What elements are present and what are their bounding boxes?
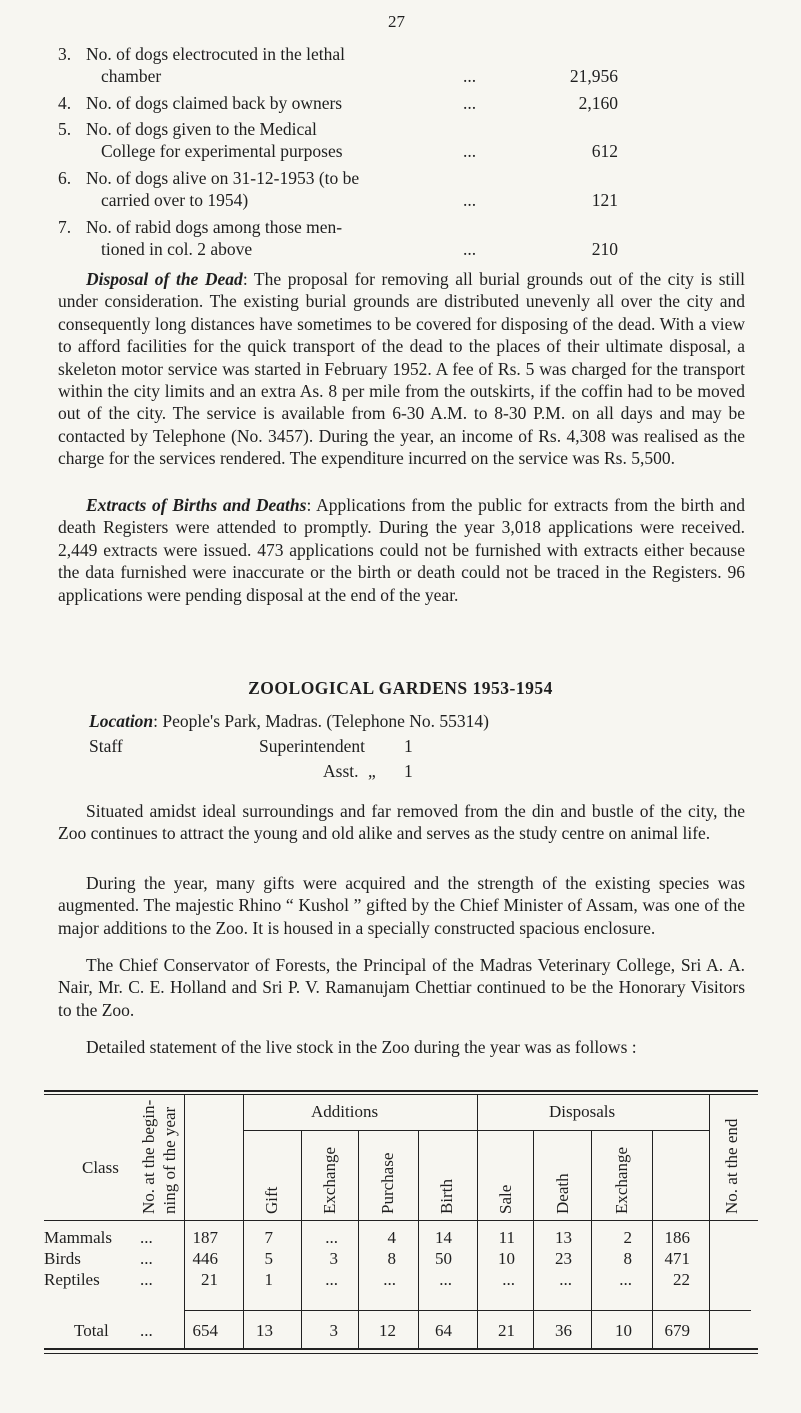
table-rule — [44, 1094, 758, 1095]
staff-count: 1 — [404, 736, 413, 756]
table-cell: 50 — [435, 1249, 452, 1268]
paragraph-situated: Situated amidst ideal surroundings and far removed from the din and bustle of the city, the Zoo continues to attract the young and old alike and serves as the study centre on animal life. — [58, 801, 745, 844]
table-rule — [44, 1090, 758, 1092]
column-header-begin: ning of the year — [160, 1106, 179, 1214]
page-number: 27 — [388, 12, 405, 31]
table-cell: 2 — [623, 1228, 632, 1247]
column-header-exchange: Exchange — [320, 1146, 339, 1214]
list-item: 5. No. of dogs given to the Medical College for experimental purposes ... 612 — [58, 119, 618, 161]
staff-label: Staff — [89, 736, 123, 756]
table-cell: 7 — [264, 1228, 273, 1247]
column-header-class: Class — [82, 1158, 119, 1177]
table-cell: ... — [619, 1270, 632, 1289]
total-cell: 13 — [256, 1321, 273, 1340]
staff-role: Superintendent — [259, 736, 365, 756]
column-header-disposals: Disposals — [549, 1102, 616, 1121]
total-cell: 679 — [664, 1321, 690, 1340]
column-header-exchange: Exchange — [612, 1146, 631, 1214]
column-header-additions: Additions — [311, 1102, 379, 1121]
table-cell: 446 — [192, 1249, 218, 1268]
table-cell: 1 — [264, 1270, 273, 1289]
paragraph-visitors: The Chief Conservator of Forests, the Principal of the Madras Veterinary College, Sri A. A. Nair, Mr. C. E. Holland and Sri P. V. Ramanujam Chettiar continued to be the Honorary Visitors to the Zoo. — [58, 955, 745, 1020]
table-rule — [243, 1130, 709, 1131]
column-header-end: No. at the end — [722, 1118, 741, 1214]
table-cell: 4 — [387, 1228, 396, 1247]
table-cell: 3 — [329, 1249, 338, 1268]
row-dots: ... — [140, 1228, 153, 1247]
table-cell: ... — [439, 1270, 452, 1289]
row-label: Reptiles — [44, 1270, 100, 1289]
table-rule — [709, 1094, 710, 1350]
list-item: 4. No. of dogs claimed back by owners ... 2,160 — [58, 93, 618, 113]
table-cell: 13 — [555, 1228, 572, 1247]
table-cell: 22 — [673, 1270, 690, 1289]
row-dots: ... — [140, 1270, 153, 1289]
column-header-begin: No. at the begin- — [139, 1099, 158, 1214]
staff-count: 1 — [404, 761, 413, 781]
total-cell: 36 — [555, 1321, 572, 1340]
table-cell: ... — [383, 1270, 396, 1289]
row-label: Birds — [44, 1249, 81, 1268]
paragraph-detailed: Detailed statement of the live stock in the Zoo during the year was as follows : — [86, 1037, 637, 1057]
table-cell: 186 — [664, 1228, 690, 1247]
table-cell: 5 — [264, 1249, 273, 1268]
total-cell: 12 — [379, 1321, 396, 1340]
table-cell: ... — [502, 1270, 515, 1289]
table-cell: 21 — [201, 1270, 218, 1289]
table-cell: ... — [325, 1270, 338, 1289]
table-cell: 8 — [387, 1249, 396, 1268]
total-cell: 64 — [435, 1321, 452, 1340]
total-cell: 654 — [192, 1321, 218, 1340]
table-cell: 11 — [498, 1228, 515, 1247]
list-item: 3. No. of dogs electrocuted in the lethal chamber ... 21,956 — [58, 44, 618, 86]
list-item: 7. No. of rabid dogs among those men- tioned in col. 2 above ... 210 — [58, 217, 618, 259]
total-cell: 10 — [615, 1321, 632, 1340]
location-line: Location: People's Park, Madras. (Telephone No. 55314) — [89, 711, 489, 731]
column-header-gift: Gift — [262, 1186, 281, 1214]
column-header-birth: Birth — [437, 1179, 456, 1214]
list-item: 6. No. of dogs alive on 31-12-1953 (to be carried over to 1954) ... 121 — [58, 168, 618, 210]
row-dots: ... — [140, 1249, 153, 1268]
table-rule — [243, 1094, 244, 1350]
total-cell: 21 — [498, 1321, 515, 1340]
table-rule — [44, 1220, 758, 1221]
table-rule — [477, 1094, 478, 1350]
row-label: Mammals — [44, 1228, 112, 1247]
table-cell: 23 — [555, 1249, 572, 1268]
total-dots: ... — [140, 1321, 153, 1340]
table-rule — [44, 1353, 758, 1354]
table-cell: 10 — [498, 1249, 515, 1268]
table-cell: 8 — [623, 1249, 632, 1268]
total-label: Total — [74, 1321, 109, 1340]
table-rule — [184, 1094, 185, 1350]
paragraph-extracts: Extracts of Births and Deaths: Applications from the public for extracts from the birth and death Registers were attended to promptly. During the year 3,018 applications were received. 2,449 extracts were issued. 473 applications could not be furnished with extracts either because the data furnished were inaccurate or the birth or death could not be traced in the Registers. 96 applications were pending disposal at the end of the year. — [58, 495, 745, 605]
table-cell: 471 — [664, 1249, 690, 1268]
table-rule — [44, 1348, 758, 1350]
paragraph-disposal: Disposal of the Dead: The proposal for removing all burial grounds out of the city is still under consideration. The existing burial grounds are distributed unevenly all over the city and consequently long distances have sometimes to be covered for disposing of the dead. With a view to afford facilities for the quick transport of the dead to the places of their ultimate disposal, a skeleton motor service was started in February 1952. A fee of Rs. 5 was charged for the transport within the city limits and an extra As. 8 per mile from the outskirts, if the coffin had to be moved out of the city. The service is available from 6-30 A.M. to 8-30 P.M. on all days and may be contacted by Telephone (No. 3457). During the year, an income of Rs. 4,308 was realised as the charge for the services rendered. The expenditure incurred on the service was Rs. 5,500. — [58, 269, 745, 469]
table-cell: 14 — [435, 1228, 452, 1247]
column-header-sale: Sale — [496, 1184, 515, 1214]
table-rule — [185, 1310, 751, 1311]
staff-role: Asst. — [323, 761, 359, 781]
column-header-purchase: Purchase — [378, 1152, 397, 1214]
column-header-death: Death — [553, 1173, 572, 1214]
table-cell: 187 — [192, 1228, 218, 1247]
table-cell: ... — [325, 1228, 338, 1247]
table-cell: ... — [559, 1270, 572, 1289]
section-heading: ZOOLOGICAL GARDENS 1953-1954 — [248, 678, 553, 698]
total-cell: 3 — [329, 1321, 338, 1340]
paragraph-gifts: During the year, many gifts were acquired and the strength of the existing species was augmented. The majestic Rhino “ Kushol ” gifted by the Chief Minister of Assam, was one of the major additions to the Zoo. It is housed in a specially constructed spacious enclosure. — [58, 873, 745, 938]
ditto-mark: „ — [368, 761, 376, 781]
